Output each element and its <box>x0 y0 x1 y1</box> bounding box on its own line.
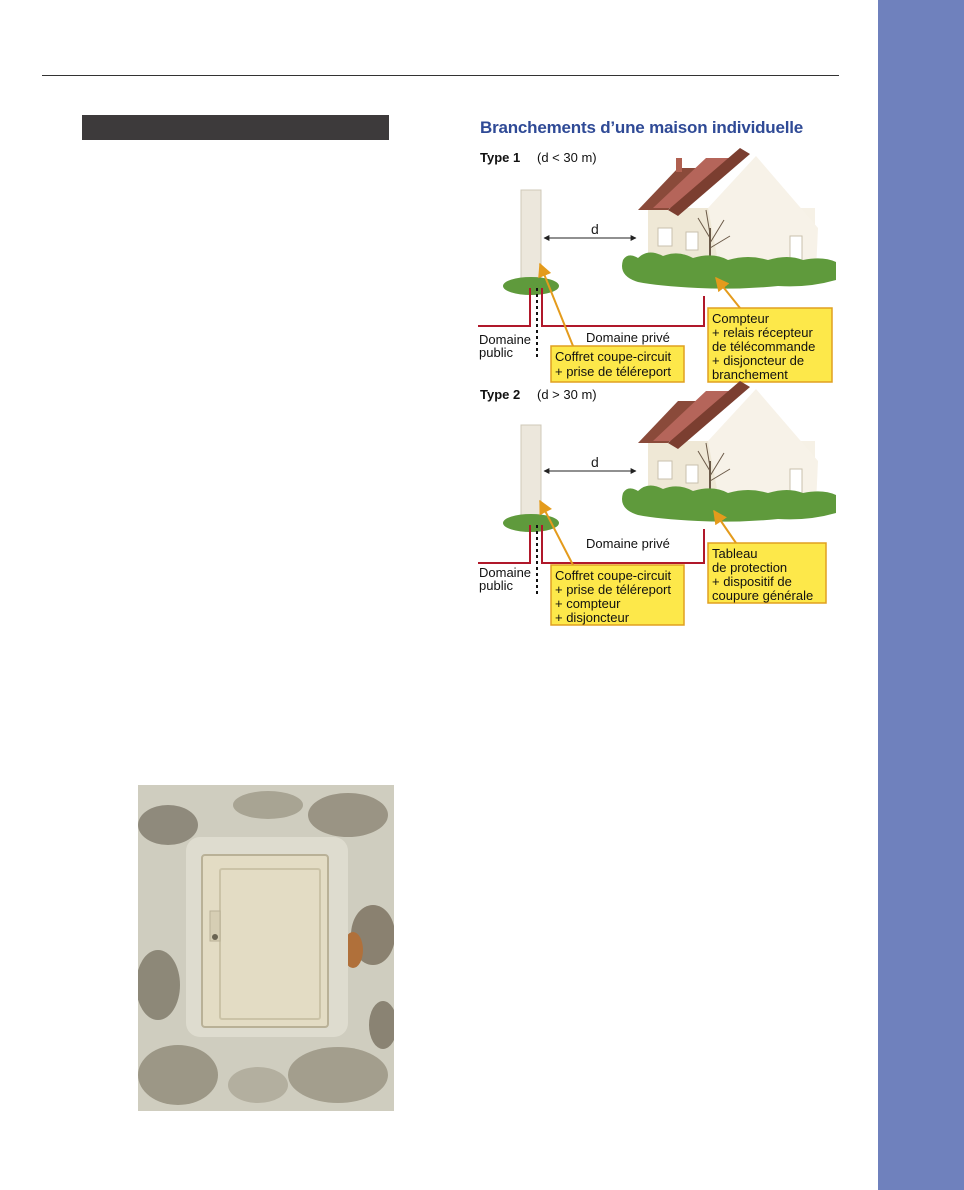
meter-box-photo <box>138 785 394 1111</box>
type2-coffret-line4: + disjoncteur <box>555 610 630 625</box>
type2-domaine-public-line1: Domaine <box>479 565 532 580</box>
type1-coffret-pointer <box>540 264 573 346</box>
type1-compteur-line1: Compteur <box>712 311 770 326</box>
figure-title: Branchements d’une maison individuelle <box>480 118 804 137</box>
type2-house-illustration <box>638 381 818 505</box>
type1-domaine-public-line1: Domaine <box>479 332 532 347</box>
type2-tableau-line4: coupure générale <box>712 588 814 603</box>
type1-compteur-line4: + disjoncteur de <box>712 353 805 368</box>
type1-section <box>478 148 836 382</box>
type1-house-illustration <box>638 148 818 272</box>
type1-condition: (d < 30 m) <box>537 150 597 165</box>
type2-pillar <box>521 425 541 523</box>
type1-compteur-line2: + relais récepteur <box>712 325 813 340</box>
header-rule <box>42 75 839 76</box>
type1-coffret-line2: + prise de téléreport <box>555 364 671 379</box>
type2-section <box>478 381 836 625</box>
page-sidebar <box>878 0 964 1190</box>
type1-domaine-prive: Domaine privé <box>586 330 670 345</box>
type1-compteur-line3: de télécommande <box>712 339 816 354</box>
type1-pillar <box>521 190 541 286</box>
type2-coffret-line3: + compteur <box>555 596 621 611</box>
type2-coffret-pointer <box>540 501 573 565</box>
type2-tableau-line3: + dispositif de <box>712 574 792 589</box>
type2-coffret-line1: Coffret coupe-circuit <box>555 568 672 583</box>
type1-private-cable <box>542 288 704 326</box>
type2-coffret-line2: + prise de téléreport <box>555 582 671 597</box>
type2-distance-label: d <box>591 454 599 470</box>
meter-box-lock <box>212 934 218 940</box>
type2-tableau-line1: Tableau <box>712 546 758 561</box>
type1-heading: Type 1 <box>480 150 521 165</box>
type2-domaine-public-line2: public <box>479 578 513 593</box>
section-heading-bar <box>82 115 389 140</box>
type1-compteur-line5: branchement <box>712 367 788 382</box>
type2-tableau-line2: de protection <box>712 560 788 575</box>
type2-domaine-prive: Domaine privé <box>586 536 670 551</box>
type1-domaine-public-line2: public <box>479 345 513 360</box>
type1-coffret-line1: Coffret coupe-circuit <box>555 349 672 364</box>
type2-heading: Type 2 <box>480 387 521 402</box>
type1-distance-label: d <box>591 221 599 237</box>
connection-diagram <box>478 148 838 630</box>
type2-condition: (d > 30 m) <box>537 387 597 402</box>
